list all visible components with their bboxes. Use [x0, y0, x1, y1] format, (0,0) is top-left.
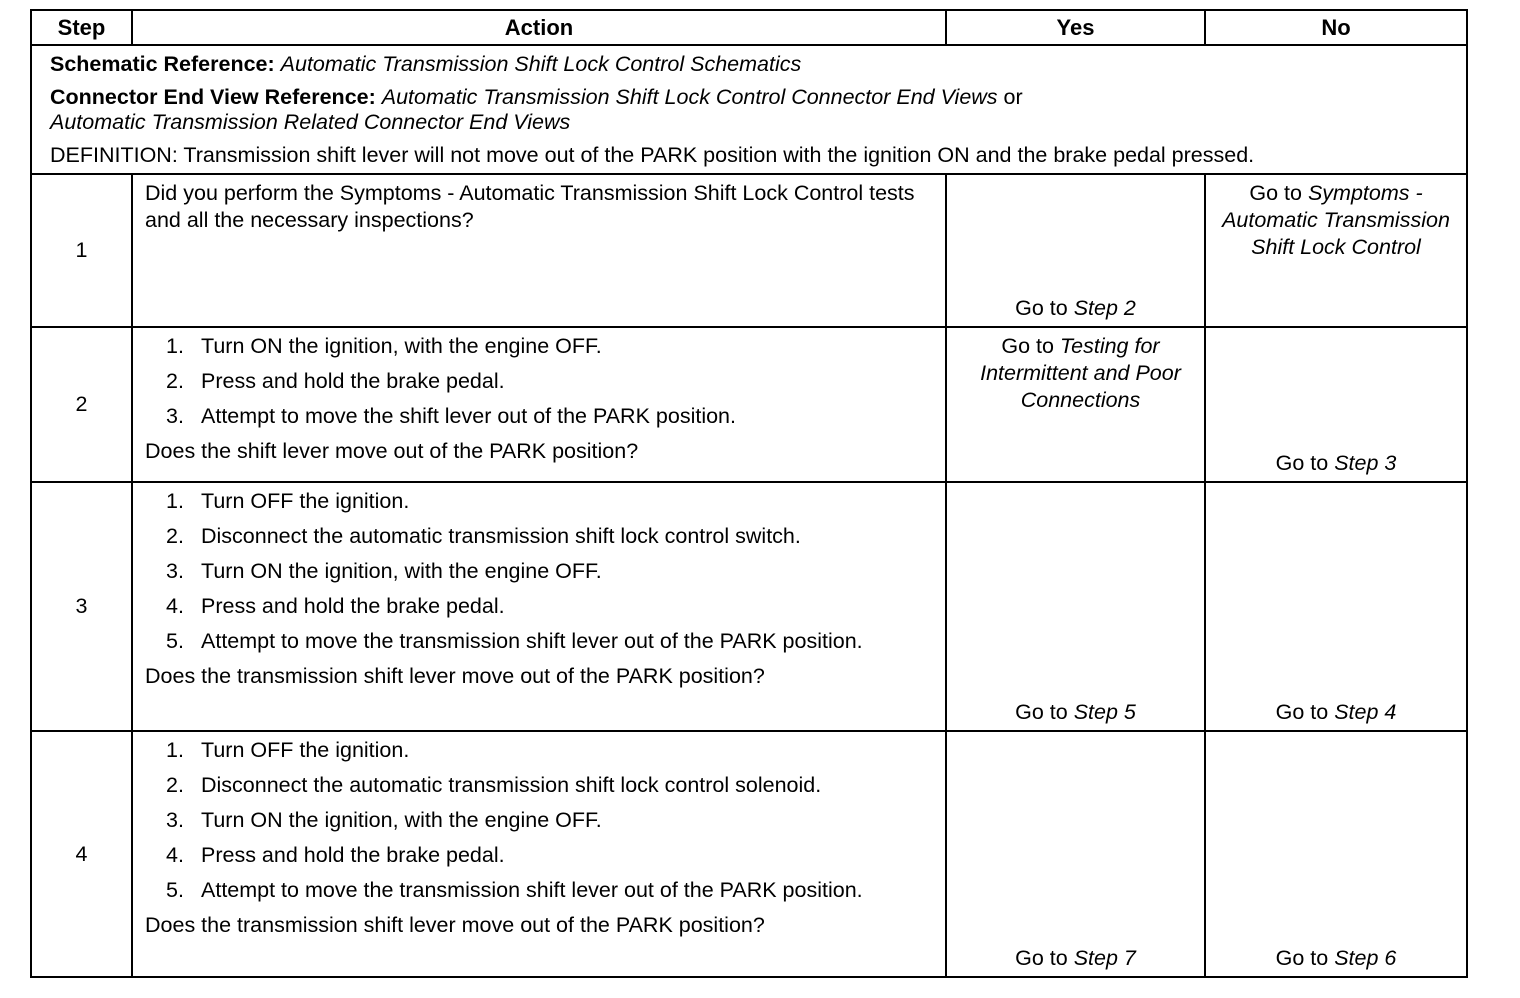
header-yes: Yes	[946, 10, 1205, 45]
connector-reference-or: or	[1003, 85, 1023, 109]
connector-reference-link-1: Automatic Transmission Shift Lock Control Connector End Views	[381, 85, 998, 109]
list-item	[145, 877, 935, 904]
list-item	[145, 523, 935, 550]
step-number: 4	[31, 731, 132, 977]
yes-target: Step 5	[1073, 700, 1136, 724]
list-item-number: 1.	[166, 738, 184, 762]
list-item-text: Attempt to move the transmission shift lever out of the PARK position.	[201, 629, 863, 653]
connector-reference	[50, 85, 1448, 135]
list-item-text: Turn ON the ignition, with the engine OFF.	[201, 559, 602, 583]
step-no	[1205, 174, 1467, 327]
list-item	[145, 558, 935, 585]
schematic-reference-label: Schematic Reference:	[50, 52, 275, 76]
list-item-text: Press and hold the brake pedal.	[201, 594, 505, 618]
list-item-text: Disconnect the automatic transmission shift lock control solenoid.	[201, 773, 822, 797]
diagnostic-table	[30, 9, 1468, 978]
step-question: Does the transmission shift lever move out of the PARK position?	[145, 913, 765, 937]
list-item	[145, 737, 935, 764]
header-row	[31, 10, 1467, 45]
list-item	[145, 807, 935, 834]
yes-target: Step 7	[1073, 946, 1136, 970]
step-question: Did you perform the Symptoms - Automatic Transmission Shift Lock Control tests and all the necessary inspections?	[145, 181, 915, 232]
step-number: 3	[31, 482, 132, 731]
list-item-number: 3.	[166, 404, 184, 428]
step-question: Does the transmission shift lever move out of the PARK position?	[145, 664, 765, 688]
step-list	[145, 737, 935, 904]
list-item-number: 1.	[166, 334, 184, 358]
step-action	[132, 482, 946, 731]
list-item-text: Turn ON the ignition, with the engine OFF.	[201, 808, 602, 832]
step-yes	[946, 482, 1205, 731]
connector-reference-label: Connector End View Reference:	[50, 85, 376, 109]
list-item-text: Turn OFF the ignition.	[201, 738, 410, 762]
step-yes	[946, 731, 1205, 977]
reference-row	[31, 45, 1467, 174]
go-to-label: Go to	[1015, 946, 1068, 970]
list-item-text: Turn ON the ignition, with the engine OFF.	[201, 334, 602, 358]
list-item	[145, 772, 935, 799]
list-item	[145, 842, 935, 869]
schematic-reference	[50, 52, 1448, 77]
schematic-reference-link: Automatic Transmission Shift Lock Control Schematics	[280, 52, 802, 76]
step-action	[132, 174, 946, 327]
list-item-text: Press and hold the brake pedal.	[201, 369, 505, 393]
step-row-2	[31, 327, 1467, 482]
step-number: 2	[31, 327, 132, 482]
go-to-label: Go to	[1015, 296, 1068, 320]
list-item-number: 5.	[166, 878, 184, 902]
list-item-number: 2.	[166, 369, 184, 393]
list-item	[145, 488, 935, 515]
step-row-4	[31, 731, 1467, 977]
list-item-number: 3.	[166, 559, 184, 583]
step-list	[145, 333, 935, 430]
step-no	[1205, 482, 1467, 731]
go-to-label: Go to	[1249, 181, 1302, 205]
step-no	[1205, 327, 1467, 482]
no-target: Step 4	[1334, 700, 1397, 724]
list-item-text: Turn OFF the ignition.	[201, 489, 410, 513]
yes-target: Step 2	[1073, 296, 1136, 320]
go-to-label: Go to	[1001, 334, 1054, 358]
step-row-3	[31, 482, 1467, 731]
no-target: Step 3	[1334, 451, 1397, 475]
list-item-text: Attempt to move the transmission shift lever out of the PARK position.	[201, 878, 863, 902]
connector-reference-link-2: Automatic Transmission Related Connector End Views	[50, 110, 571, 134]
step-yes	[946, 174, 1205, 327]
list-item-number: 2.	[166, 524, 184, 548]
list-item-number: 1.	[166, 489, 184, 513]
list-item-text: Attempt to move the shift lever out of the PARK position.	[201, 404, 736, 428]
header-action: Action	[132, 10, 946, 45]
go-to-label: Go to	[1015, 700, 1068, 724]
list-item-number: 4.	[166, 594, 184, 618]
no-target: Step 6	[1334, 946, 1397, 970]
header-step: Step	[31, 10, 132, 45]
list-item-text: Disconnect the automatic transmission shift lock control switch.	[201, 524, 801, 548]
list-item-number: 4.	[166, 843, 184, 867]
list-item	[145, 333, 935, 360]
list-item-number: 3.	[166, 808, 184, 832]
yes-target: Testing for Intermittent and Poor Connections	[980, 334, 1181, 412]
go-to-label: Go to	[1275, 451, 1329, 475]
step-number: 1	[31, 174, 132, 327]
list-item-number: 2.	[166, 773, 184, 797]
reference-cell	[31, 45, 1467, 174]
go-to-label: Go to	[1275, 700, 1329, 724]
header-no: No	[1205, 10, 1467, 45]
go-to-label: Go to	[1275, 946, 1329, 970]
step-action	[132, 731, 946, 977]
definition-text: DEFINITION: Transmission shift lever will not move out of the PARK position with the ignition ON and the brake pedal pressed.	[50, 143, 1255, 167]
step-action	[132, 327, 946, 482]
list-item	[145, 403, 935, 430]
list-item	[145, 593, 935, 620]
list-item	[145, 368, 935, 395]
list-item-text: Press and hold the brake pedal.	[201, 843, 505, 867]
no-target: Symptoms - Automatic Transmission Shift Lock Control	[1222, 181, 1450, 259]
step-row-1	[31, 174, 1467, 327]
step-list	[145, 488, 935, 655]
step-yes	[946, 327, 1205, 482]
step-no	[1205, 731, 1467, 977]
step-question: Does the shift lever move out of the PARK position?	[145, 439, 639, 463]
list-item-number: 5.	[166, 629, 184, 653]
list-item	[145, 628, 935, 655]
